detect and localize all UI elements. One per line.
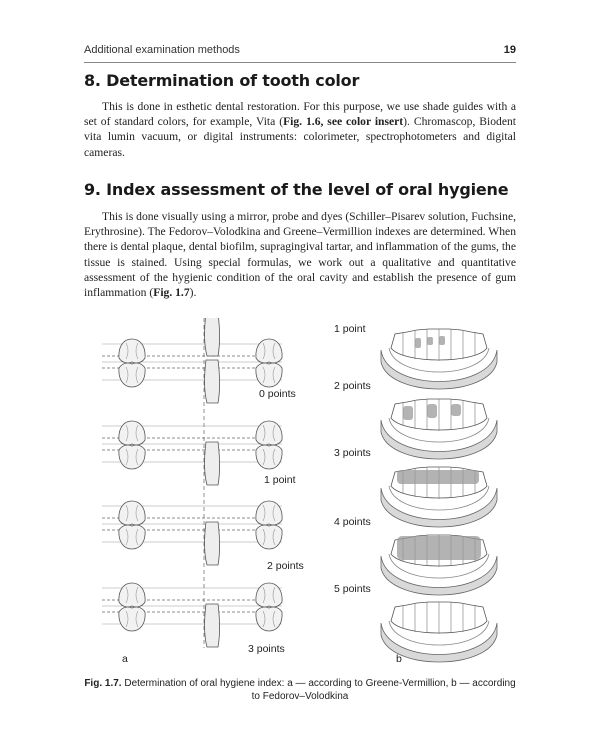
section-8-text-1: This is done in esthetic dental restoration. For this purpose, we use shade guides with a set of standard colors, for example, Vita ( — [84, 100, 516, 129]
gv-row-0 — [102, 318, 282, 403]
gv-score-3: 3 points — [248, 643, 285, 655]
fv-score-2: 2 points — [334, 380, 371, 392]
section-9-text-2: ). — [189, 286, 197, 300]
figure-1-7 — [84, 318, 516, 673]
figure-caption — [84, 677, 516, 703]
section-9-figure-ref[interactable]: Fig. 1.7 — [153, 286, 190, 300]
section-9-text-1: This is done visually using a mirror, probe and dyes (Schiller–Pisarev solution, Fuchsine, Erythrosine). The Fedorov–Volodkina and Greene–Vermillion indexes are determined. When there is dental plaque, dental biofilm, supragingival tartar, and inflammation of the gums, the tissue is stained. Using special formulas, we work out a qualitative and quantitative assessment of the hygienic condition of the oral cavity and establish the presence of gum inflammation ( — [84, 210, 516, 300]
running-title: Additional examination methods — [84, 44, 240, 56]
gv-row-3 — [102, 583, 282, 647]
caption-ref: Fig. 1.7. — [84, 678, 122, 689]
section-9-heading: 9. Index assessment of the level of oral hygiene — [84, 180, 509, 199]
fv-score-5: 5 points — [334, 583, 371, 595]
gv-score-1: 1 point — [264, 474, 296, 486]
section-8-heading: 8. Determination of tooth color — [84, 71, 360, 90]
fv-score-1: 1 point — [334, 323, 366, 335]
section-8-paragraph — [84, 99, 516, 160]
section-8-figure-ref[interactable]: Fig. 1.6, see color insert — [283, 115, 404, 129]
panel-a-label: a — [122, 653, 128, 665]
caption-text: Determination of oral hygiene index: a — according to Greene-Vermillion, b — according to Fedorov–Volodkina — [124, 678, 516, 702]
fv-score-4: 4 points — [334, 516, 371, 528]
section-9-paragraph — [84, 209, 516, 300]
fv-score-3: 3 points — [334, 447, 371, 459]
fv-jaw-2 — [381, 399, 497, 459]
page-number: 19 — [503, 44, 516, 56]
gv-score-0: 0 points — [259, 388, 296, 400]
header-rule — [84, 62, 516, 63]
gv-row-2 — [102, 501, 282, 565]
gv-score-2: 2 points — [267, 560, 304, 572]
gv-row-1 — [102, 421, 282, 485]
panel-b-label: b — [396, 653, 402, 665]
figure-drawing — [84, 318, 516, 673]
running-header — [84, 44, 516, 56]
section-8-text-2: ). Chromascop, Biodent vita lumin vacuum, or digital instruments: colorimeter, spectrophotometers and digital cameras. — [84, 115, 516, 159]
